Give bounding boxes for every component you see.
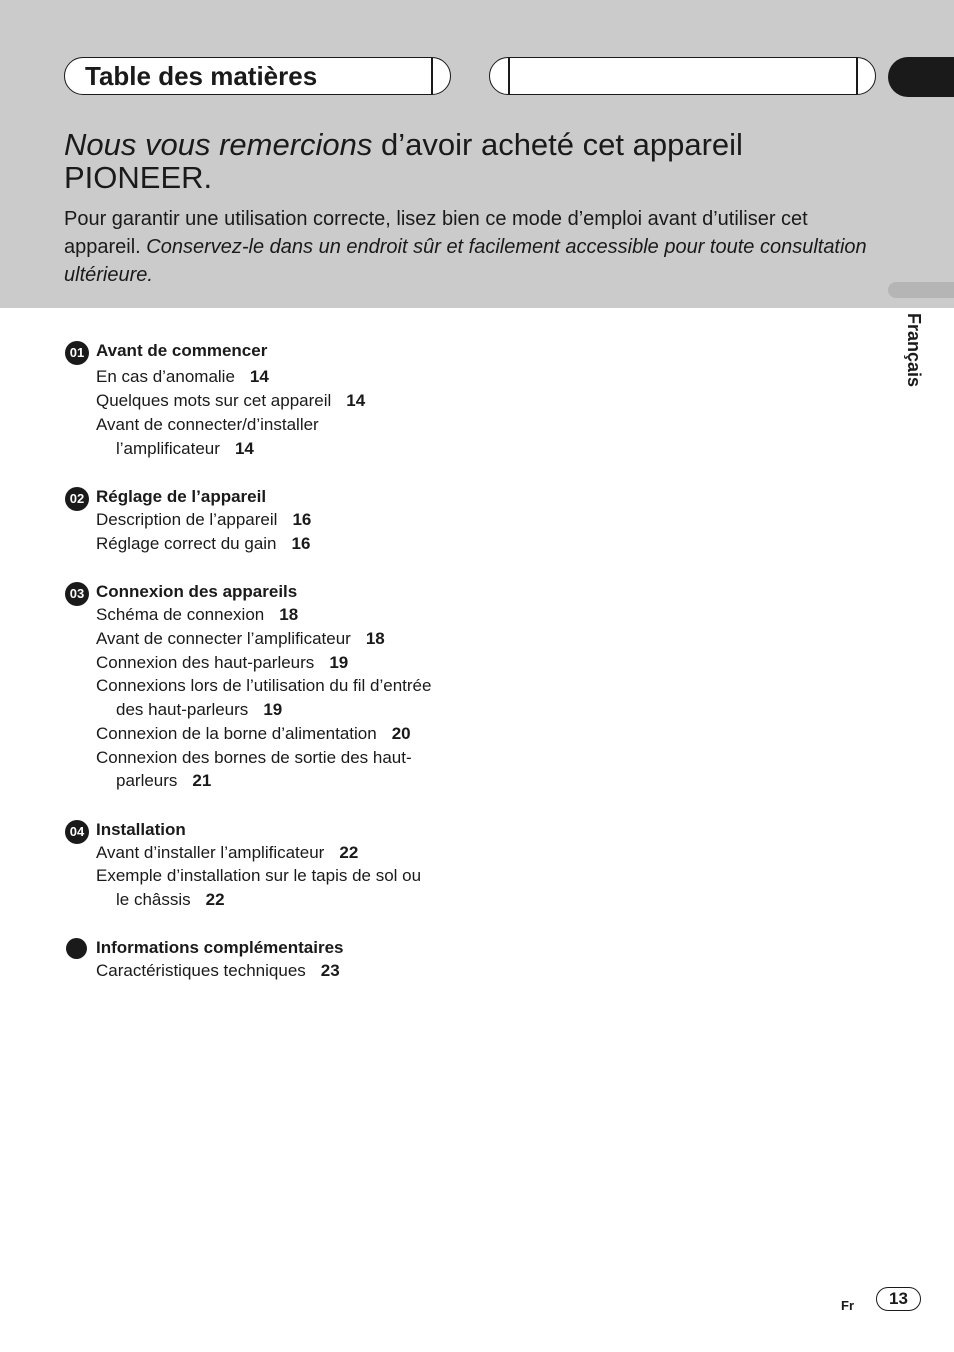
toc-entry[interactable] [96, 627, 385, 651]
toc-entry-text: Schéma de connexion [96, 605, 265, 624]
intro-text [64, 205, 874, 289]
toc-entry[interactable] [96, 841, 358, 865]
toc-entry-page: 14 [346, 391, 366, 410]
toc-entry[interactable] [96, 508, 311, 532]
toc-entry[interactable] [96, 746, 412, 770]
pill-divider-right [856, 58, 858, 94]
toc-entry[interactable] [96, 532, 310, 556]
toc-entry-continuation[interactable] [116, 888, 225, 912]
toc-entry[interactable] [96, 864, 421, 888]
chapter-title-appendix[interactable]: Informations complémentaires [96, 938, 344, 957]
headline-rest: d’avoir acheté cet appareil PIONEER. [64, 127, 743, 195]
pill-divider [431, 58, 433, 94]
chapter-title-01[interactable]: Avant de commencer [96, 341, 268, 360]
toc-entry[interactable] [96, 674, 431, 698]
headline-italic: Nous vous remercions [64, 127, 373, 162]
toc-entry-page: 18 [365, 629, 385, 648]
toc-entry-text: Avant de connecter l’amplificateur [96, 629, 351, 648]
toc-entry-page: 19 [263, 700, 283, 719]
toc-entry-text: Caractéristiques techniques [96, 961, 306, 980]
toc-entry-page: 16 [292, 510, 312, 529]
toc-entry-text: le châssis [116, 890, 191, 909]
page-number: 13 [876, 1287, 921, 1311]
toc-entry[interactable] [96, 651, 348, 675]
chapter-badge-02: 02 [65, 487, 89, 511]
toc-entry-page: 18 [279, 605, 299, 624]
toc-entry-text: Avant d’installer l’amplificateur [96, 843, 325, 862]
chapter-title-02[interactable]: Réglage de l’appareil [96, 487, 267, 506]
toc-entry[interactable] [96, 959, 340, 983]
toc-entry-text: Connexion de la borne d’alimentation [96, 724, 377, 743]
toc-entry-continuation[interactable] [116, 769, 211, 793]
toc-entry-text: parleurs [116, 771, 178, 790]
toc-entry-text: Description de l’appareil [96, 510, 278, 529]
toc-entry-page: 22 [339, 843, 359, 862]
toc-entry-text: Connexions lors de l’utilisation du fil d’entrée [96, 676, 432, 695]
toc-entry-page: 20 [391, 724, 411, 743]
toc-entry[interactable] [96, 389, 365, 413]
toc-entry[interactable] [96, 603, 298, 627]
footer-language-code: Fr [841, 1298, 854, 1313]
chapter-badge-03: 03 [65, 582, 89, 606]
toc-entry-page: 14 [234, 439, 254, 458]
toc-entry-text: l’amplificateur [116, 439, 220, 458]
headline [64, 128, 864, 194]
toc-entry-text: Connexion des bornes de sortie des haut- [96, 748, 412, 767]
toc-entry-continuation[interactable] [116, 698, 282, 722]
section-tab-grey [888, 282, 954, 298]
empty-pill [489, 57, 876, 95]
chapter-badge-04: 04 [65, 820, 89, 844]
toc-entry-page: 16 [291, 534, 311, 553]
toc-entry[interactable] [96, 365, 269, 389]
chapter-title-03[interactable]: Connexion des appareils [96, 582, 298, 601]
toc-entry-text: Avant de connecter/d’installer [96, 415, 319, 434]
pill-divider-left [508, 58, 510, 94]
toc-entry-page: 14 [249, 367, 269, 386]
intro-plain: Pour garantir une utilisation correcte, lisez bien ce mode d’emploi avant d’utiliser cet appareil. [64, 208, 808, 258]
section-tab-black [888, 57, 954, 97]
toc-entry[interactable] [96, 722, 411, 746]
page-title: Table des matières [85, 61, 318, 91]
toc-entry-page: 23 [320, 961, 340, 980]
toc-entry-text: Réglage correct du gain [96, 534, 277, 553]
toc-entry-text: Connexion des haut-parleurs [96, 653, 315, 672]
toc-entry-text: En cas d’anomalie [96, 367, 235, 386]
title-pill [64, 57, 451, 95]
intro-italic: Conservez-le dans un endroit sûr et facilement accessible pour toute consultation ultérieure. [64, 236, 867, 286]
chapter-title-04[interactable]: Installation [96, 820, 186, 839]
toc-entry[interactable] [96, 413, 319, 437]
toc-entry-text: Exemple d’installation sur le tapis de sol ou [96, 866, 422, 885]
toc-entry-page: 19 [329, 653, 349, 672]
toc-entry-continuation[interactable] [116, 437, 254, 461]
chapter-badge-01: 01 [65, 341, 89, 365]
chapter-badge-appendix [66, 938, 87, 959]
language-label: Français [904, 312, 924, 388]
toc-entry-text: des haut-parleurs [116, 700, 249, 719]
toc-entry-page: 22 [205, 890, 225, 909]
toc-entry-text: Quelques mots sur cet appareil [96, 391, 332, 410]
toc-entry-page: 21 [192, 771, 212, 790]
